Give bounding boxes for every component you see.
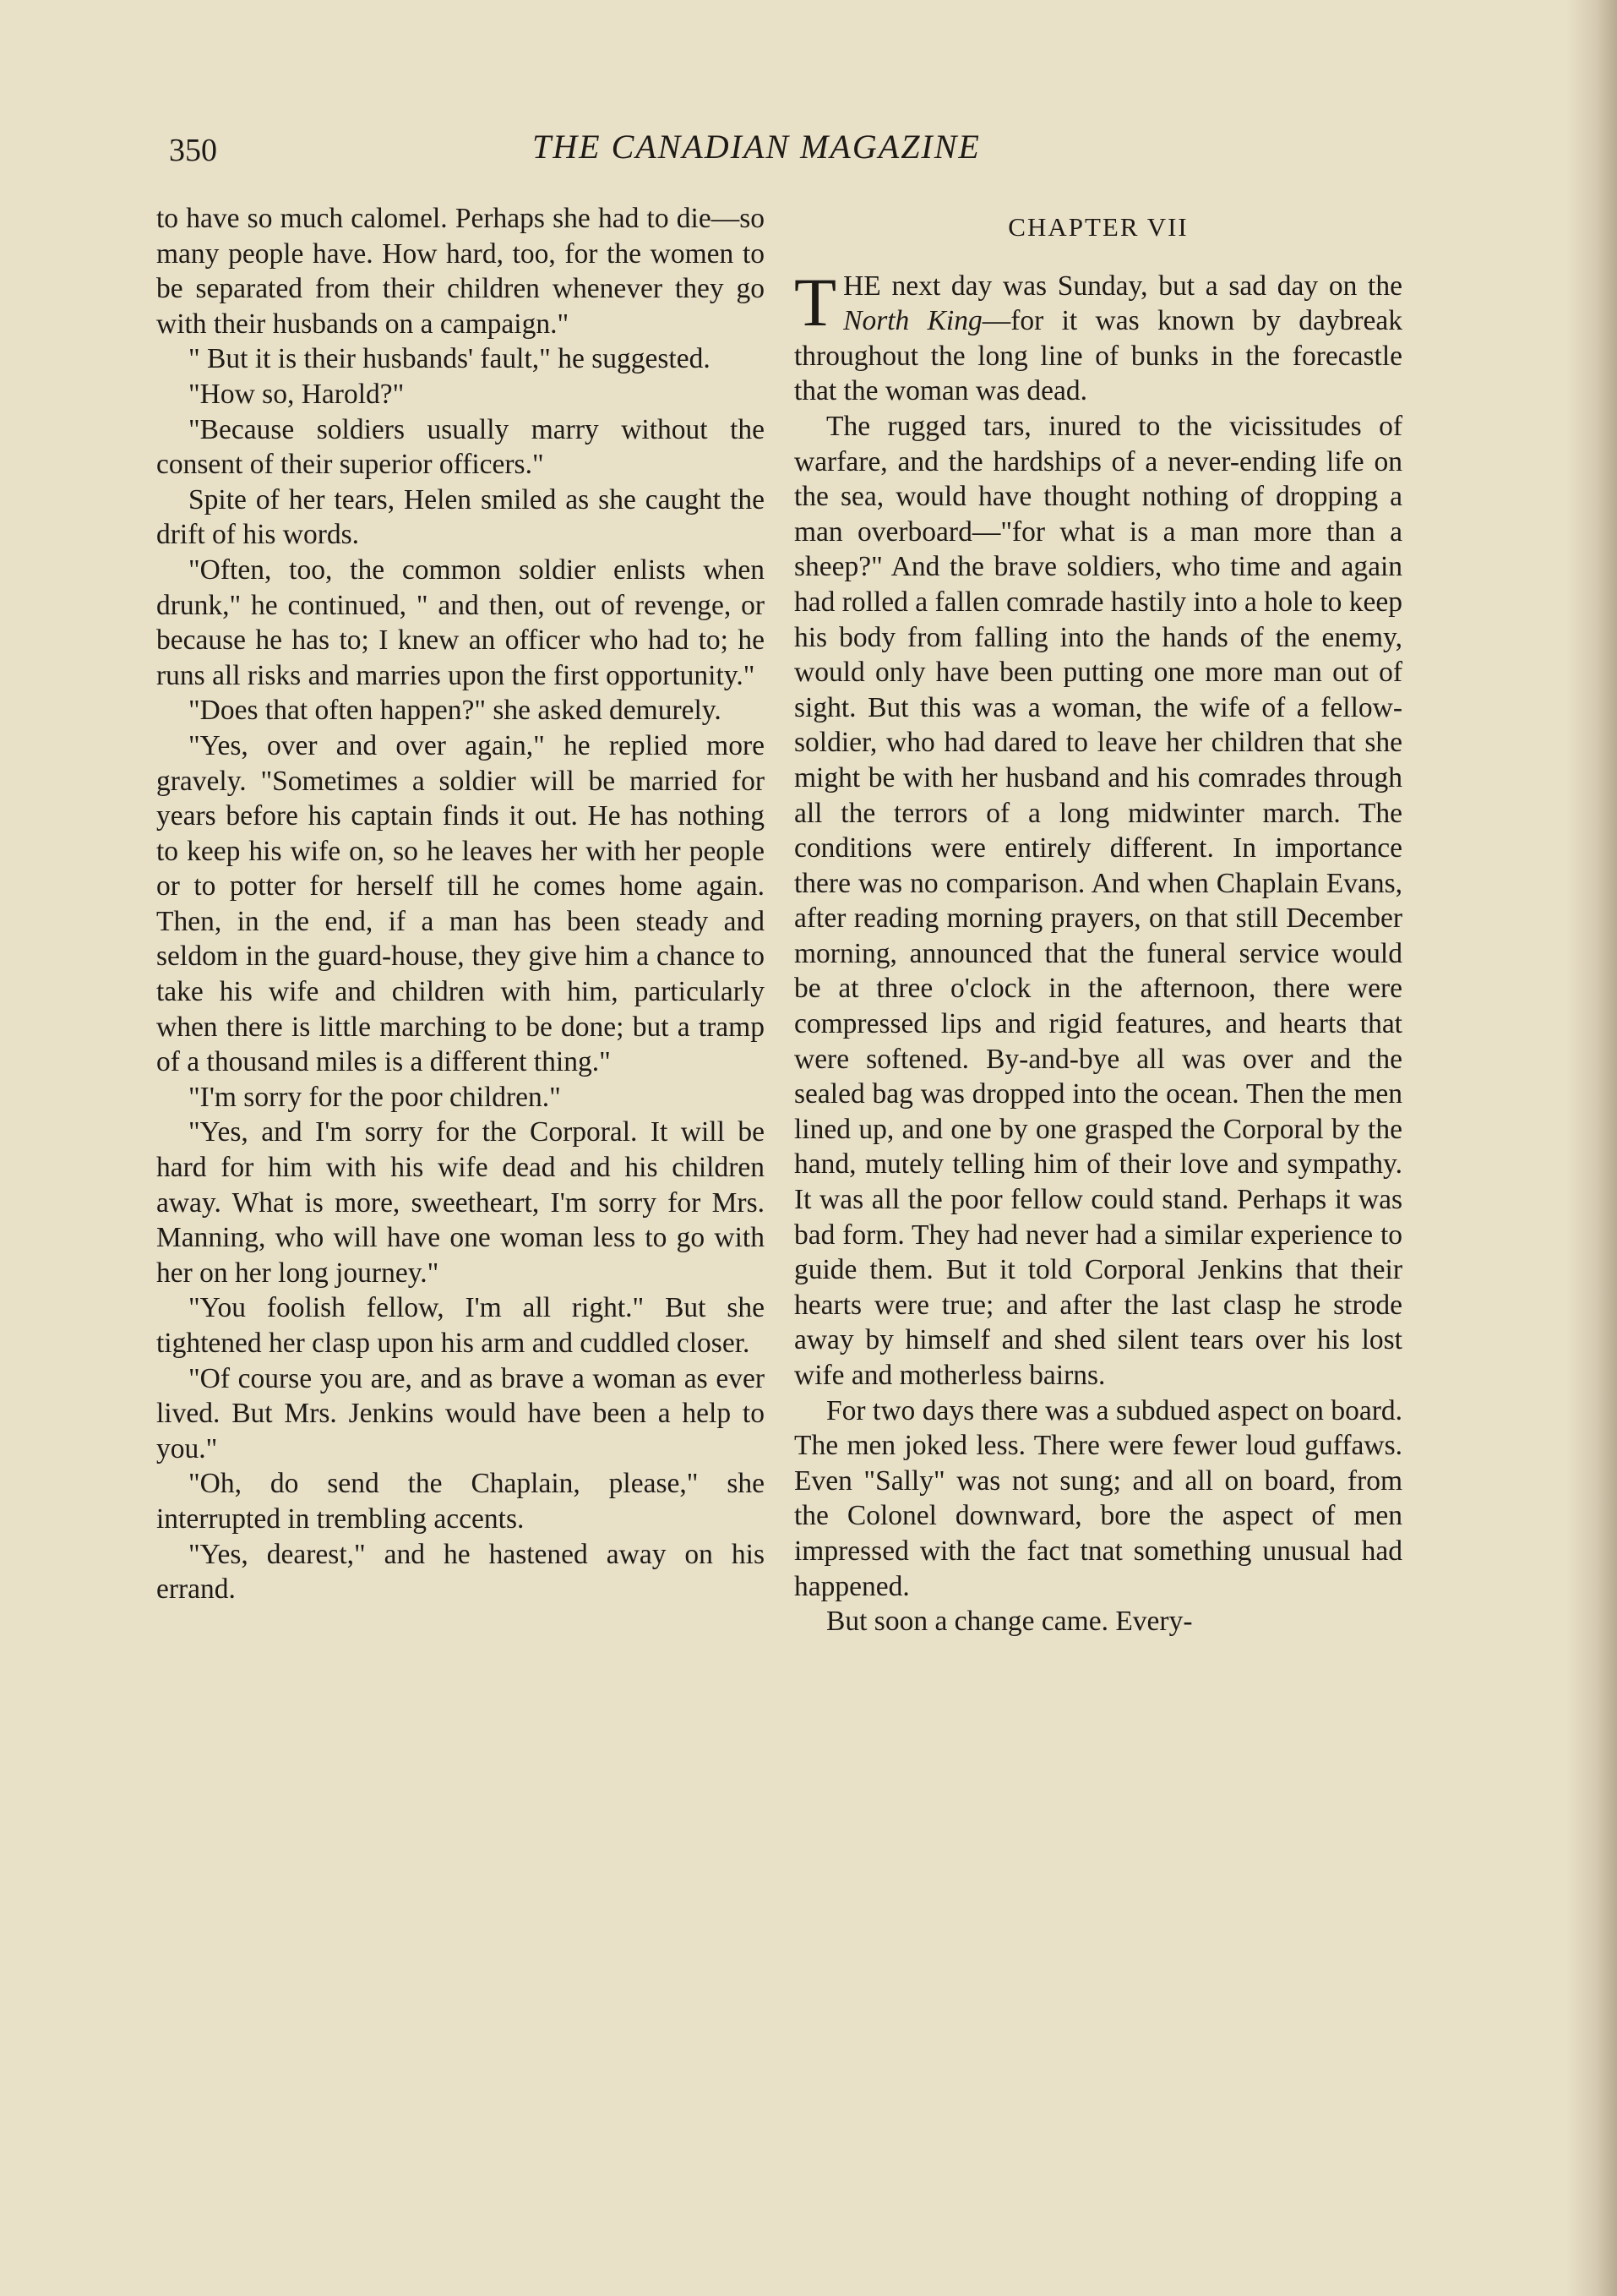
paragraph: to have so much calomel. Perhaps she had to die—so many people have. How hard, too, for the women to be separated from their children whenever they go with their husbands on a campaign." <box>156 203 765 340</box>
paragraph: For two days there was a subdued aspect on board. The men joked less. There were fewer loud guffaws. Even "Sally" was not sung; and all on board, from the Colonel downward, bore the aspect of men impressed with the fact tnat something unusual had happened. <box>794 1394 1402 1602</box>
chapter-opening-paragraph <box>794 263 1403 409</box>
page-edge-shadow <box>1566 0 1617 2296</box>
opening-rest-text: —for it was known by daybreak throughout the long line of bunks in the forecastle that the woman was dead. <box>794 305 1403 407</box>
right-column <box>794 201 1402 1639</box>
paragraph: "Of course you are, and as brave a woman as ever lived. But Mrs. Jenkins would have been a help to you." <box>156 1362 765 1464</box>
paragraph: "Yes, and I'm sorry for the Corporal. It will be hard for him with his wife dead and his children away. What is more, sweetheart, I'm sorry for Mrs. Manning, who will have one woman less to go with her on her long journey." <box>156 1116 765 1289</box>
paragraph: "Yes, over and over again," he replied more gravely. "Sometimes a soldier will be married for years before his captain finds it out. He has nothing to keep his wife on, so he leaves her with her people or to potter for herself till he comes home again. Then, in the end, if a man has been steady and seldom in the guard-house, they give him a chance to take his wife and children with him, particularly when there is little marching to be done; but a tramp of a thousand miles is a different thing." <box>156 729 765 1078</box>
paragraph: " But it is their husbands' fault," he suggested. <box>188 343 710 375</box>
running-head: THE CANADIAN MAGAZINE <box>532 128 981 166</box>
paragraph: "Oh, do send the Chaplain, please," she interrupted in trembling accents. <box>156 1468 765 1535</box>
paragraph: "Because soldiers usually marry without the consent of their superior officers." <box>156 413 765 481</box>
page-number: 350 <box>169 133 217 168</box>
left-column <box>156 201 765 1607</box>
drop-cap: T <box>794 263 837 341</box>
paragraph: "I'm sorry for the poor children." <box>188 1081 561 1113</box>
paragraph: Spite of her tears, Helen smiled as she caught the drift of his words. <box>156 483 765 551</box>
paragraph: "You foolish fellow, I'm all right." But she tightened her clasp upon his arm and cuddled closer. <box>156 1292 765 1359</box>
paragraph: The rugged tars, inured to the vicissitudes of warfare, and the hardships of a never-ending life on the sea, would have thought nothing of dropping a man overboard—"for what is a man more than a sheep?" And the brave soldiers, who time and again had rolled a fallen comrade hastily into a hole to keep his body from falling into the hands of the enemy, would only have been putting one more man out of sight. But this was a woman, the wife of a fellow-soldier, who had dared to leave her children that she might be with her husband and his comrades through all the terrors of a long midwinter march. The conditions were entirely different. In importance there was no comparison. And when Chaplain Evans, after reading morning prayers, on that still December morning, announced that the funeral service would be at three o'clock in the afternoon, there were compressed lips and rigid features, and hearts that were softened. By-and-bye all was over and the sealed bag was dropped into the ocean. Then the men lined up, and one by one grasped the Corporal by the hand, mutely telling him of their love and sympathy. It was all the poor fellow could stand. Perhaps it was bad form. They had never had a similar experience to guide them. But it told Corporal Jenkins that their hearts were true; and after the last clasp he strode away by himself and shed silent tears over his lost wife and motherless bairns. <box>794 410 1402 1391</box>
chapter-heading: CHAPTER VII <box>1008 212 1189 242</box>
paragraph: "Often, too, the common soldier enlists when drunk," he continued, " and then, out of revenge, or because he has to; I knew an officer who had to; he runs all risks and marries upon the first opportunity." <box>156 554 765 691</box>
paragraph: But soon a change came. Every- <box>826 1606 1193 1638</box>
paragraph: "Yes, dearest," and he hastened away on his errand. <box>156 1538 765 1606</box>
paragraph: "How so, Harold?" <box>188 378 405 410</box>
opening-text: HE next day was Sunday, but a sad day on the <box>843 270 1402 302</box>
paragraph: "Does that often happen?" she asked demurely. <box>188 695 721 727</box>
page-header <box>169 127 1064 177</box>
ship-name: North King <box>843 305 983 337</box>
